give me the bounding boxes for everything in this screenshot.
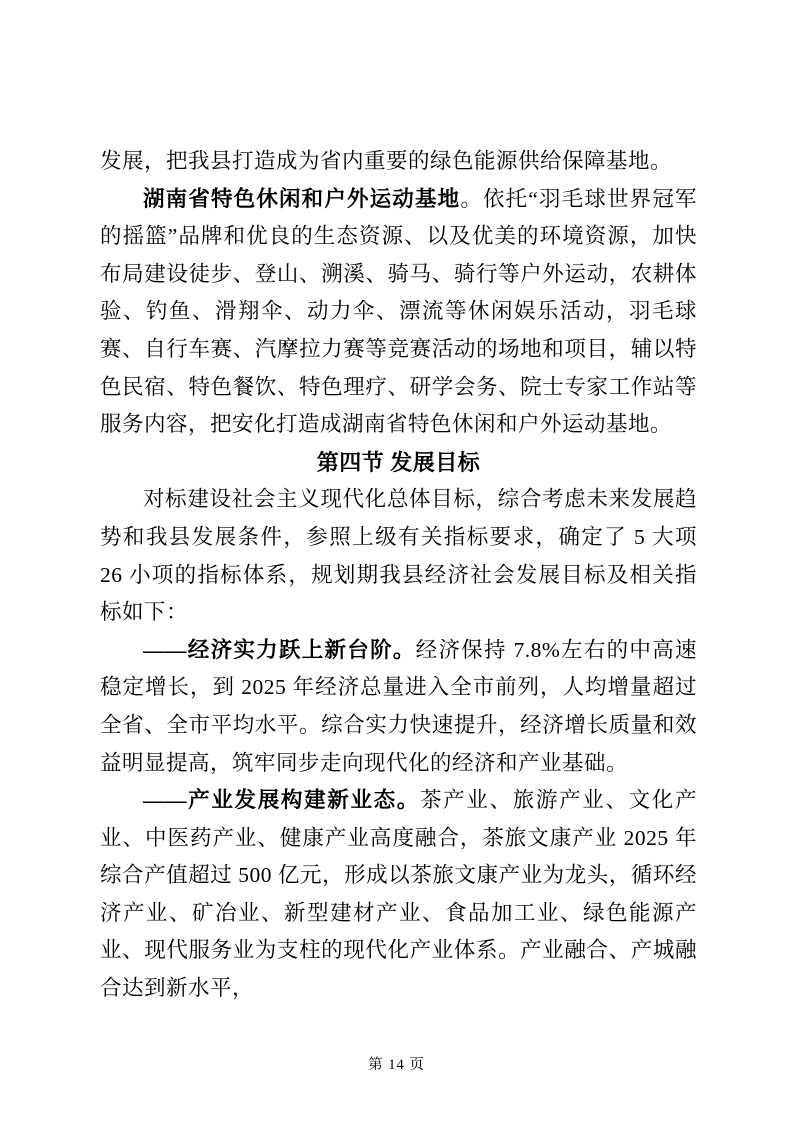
paragraph-continuation: 发展，把我县打造成为省内重要的绿色能源供给保障基地。	[100, 149, 673, 173]
paragraph-industry-lead: ——产业发展构建新业态。	[143, 788, 420, 813]
paragraph-outdoor-base	[100, 181, 697, 444]
section-heading: 第四节 发展目标	[316, 449, 481, 475]
paragraph-economy-lead: ——经济实力跃上新台阶。	[143, 637, 416, 662]
page-number-footer: 第 14 页	[368, 1057, 425, 1073]
paragraph-economy	[100, 632, 697, 782]
paragraph-outdoor-base-text: 。依托“羽毛球世界冠军的摇篮”品牌和优良的生态资源、以及优美的环境资源，加快布局建设徒步、登山、溯溪、骑马、骑行等户外运动，农耕体验、钓鱼、滑翔伞、动力伞、漂流等休闲娱乐活动，羽毛球赛、自行车赛、汽摩拉力赛等竞赛活动的场地和项目，辅以特色民宿、特色餐饮、特色理疗、研学会务、院士专家工作站等服务内容，把安化打造成湖南省特色休闲和户外运动基地。	[100, 186, 697, 437]
paragraph-economy-text: 经济保持 7.8%左右的中高速稳定增长，到 2025 年经济总量进入全市前列，人均增量超过全省、全市平均水平。综合实力快速提升，经济增长质量和效益明显提高，筑牢同步走向现代化的经济和产业基础。	[100, 637, 697, 775]
paragraph-outdoor-base-lead: 湖南省特色休闲和户外运动基地	[143, 186, 461, 211]
paragraph-targets: 对标建设社会主义现代化总体目标，综合考虑未来发展趋势和我县发展条件，参照上级有关指标要求，确定了 5 大项 26 小项的指标体系，规划期我县经济社会发展目标及相关指标如下：	[100, 487, 697, 625]
paragraph-industry-text: 茶产业、旅游产业、文化产业、中医药产业、健康产业高度融合，茶旅文康产业 2025 年综合产值超过 500 亿元，形成以茶旅文康产业为龙头，循环经济产业、矿冶业、新型建材产业、食品加工业、绿色能源产业、现代服务业为支柱的现代化产业体系。产业融合、产城融合达到新水平，	[100, 788, 697, 1001]
document-body	[100, 143, 697, 1008]
paragraph-industry	[100, 782, 697, 1008]
